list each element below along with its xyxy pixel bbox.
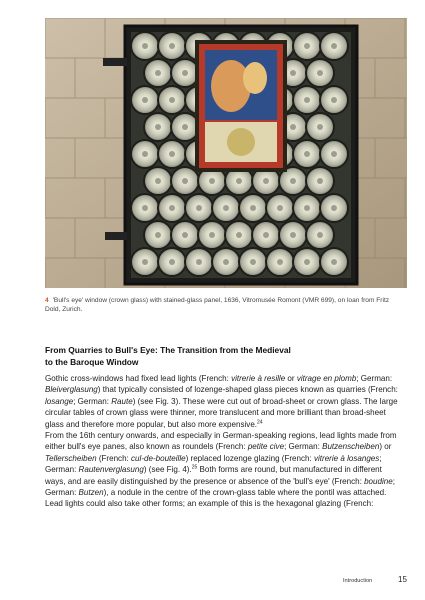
bulls-eye-nodule bbox=[236, 178, 242, 184]
bulls-eye-nodule bbox=[169, 43, 175, 49]
bulls-eye-nodule bbox=[290, 232, 296, 238]
bulls-eye-nodule bbox=[155, 178, 161, 184]
bulls-eye-nodule bbox=[304, 43, 310, 49]
bulls-eye-nodule bbox=[223, 205, 229, 211]
term: vitrage en plomb bbox=[296, 374, 357, 383]
text-run: ) or bbox=[379, 442, 392, 452]
term: losange bbox=[45, 396, 74, 406]
bulls-eye-nodule bbox=[223, 259, 229, 265]
text-run: ; German: bbox=[73, 396, 112, 406]
bulls-eye-nodule bbox=[236, 232, 242, 238]
bulls-eye-nodule bbox=[142, 43, 148, 49]
bulls-eye-nodule bbox=[317, 70, 323, 76]
text-run: From the 16th century onwards, and especially in German-speaking regions, lead lights made from either bull's eye panes, also known as roundels (French: bbox=[45, 431, 397, 452]
bulls-eye-nodule bbox=[142, 205, 148, 211]
bulls-eye-nodule bbox=[182, 178, 188, 184]
term: vitrerie à losanges bbox=[313, 453, 380, 463]
bulls-eye-nodule bbox=[250, 259, 256, 265]
bulls-eye-nodule bbox=[169, 259, 175, 265]
text-run: ; German: bbox=[45, 476, 395, 498]
bulls-eye-nodule bbox=[304, 259, 310, 265]
bulls-eye-nodule bbox=[331, 43, 337, 49]
term: Butzenscheiben bbox=[322, 442, 380, 452]
text-run: Both forms are round, but manufactured in different ways, and are easily distinguished by the presence or absence of the 'bull's eye' (French: bbox=[45, 465, 382, 486]
text-run: ) (see Fig. 4). bbox=[143, 465, 192, 475]
bulls-eye-nodule bbox=[169, 151, 175, 157]
running-head: Introduction bbox=[343, 578, 373, 584]
footnote-ref: 25 bbox=[191, 464, 198, 471]
figure-caption-text: 'Bull's eye' window (crown glass) with stained-glass panel, 1636, Vitromusée Romont (VMR 699), on loan from Fritz Dold, Zurich. bbox=[45, 297, 390, 313]
bulls-eye-nodule bbox=[169, 205, 175, 211]
bulls-eye-nodule bbox=[304, 205, 310, 211]
text-run: ; German: bbox=[284, 442, 323, 452]
bulls-eye-nodule bbox=[263, 178, 269, 184]
text-run: ; German: bbox=[356, 374, 393, 383]
bulls-eye-nodule bbox=[209, 232, 215, 238]
bulls-eye-nodule bbox=[317, 232, 323, 238]
bulls-eye-nodule bbox=[155, 124, 161, 130]
bulls-eye-nodule bbox=[263, 232, 269, 238]
bulls-eye-nodule bbox=[155, 70, 161, 76]
figure-number: 4 bbox=[45, 297, 49, 304]
bulls-eye-nodule bbox=[155, 232, 161, 238]
page-number: 15 bbox=[398, 575, 407, 584]
bulls-eye-nodule bbox=[182, 232, 188, 238]
bulls-eye-nodule bbox=[331, 205, 337, 211]
bulls-eye-nodule bbox=[331, 97, 337, 103]
footnote-ref: 24 bbox=[257, 418, 263, 425]
term: Bleiverglasung bbox=[45, 385, 98, 395]
term: Rautenverglasung bbox=[78, 465, 144, 475]
figure-photo bbox=[45, 18, 407, 288]
text-run: ) (see Fig. 3). These were cut out of broad-sheet or crown glass. The large circular tables of crown glass were thinner, more translucent and more brilliant than broad-sheet glass and therefore more popular, but also more expensive. bbox=[45, 396, 398, 429]
bulls-eye-nodule bbox=[290, 178, 296, 184]
paragraph-2 bbox=[45, 430, 400, 510]
bulls-eye-nodule bbox=[304, 97, 310, 103]
term: cul-de-bouteille bbox=[131, 453, 186, 463]
paragraph-1 bbox=[45, 373, 400, 430]
text-run: ) replaced lozenge glazing (French: bbox=[185, 453, 314, 463]
bulls-eye-nodule bbox=[250, 205, 256, 211]
section-heading-line-1: From Quarries to Bull's Eye: The Transition from the Medieval bbox=[45, 345, 291, 355]
bulls-eye-nodule bbox=[142, 259, 148, 265]
term: boudine bbox=[364, 476, 393, 486]
text-run: Gothic cross-windows had fixed lead lights (French: bbox=[45, 374, 232, 383]
bulls-eye-nodule bbox=[196, 259, 202, 265]
bulls-eye-nodule bbox=[317, 178, 323, 184]
body-text bbox=[45, 373, 400, 510]
term: Tellerscheiben bbox=[45, 453, 97, 463]
text-run: ) that typically consisted of lozenge-shaped glass pieces known as quarries (French: bbox=[97, 385, 398, 395]
bulls-eye-nodule bbox=[290, 124, 296, 130]
bulls-eye-nodule bbox=[142, 151, 148, 157]
bulls-eye-nodule bbox=[317, 124, 323, 130]
term: Raute bbox=[111, 396, 133, 406]
bulls-eye-nodule bbox=[290, 70, 296, 76]
bulls-eye-nodule bbox=[331, 259, 337, 265]
section-heading-line-2: to the Baroque Window bbox=[45, 356, 139, 367]
section-heading bbox=[45, 345, 385, 368]
term: vitrerie à resille bbox=[231, 374, 286, 383]
text-run: ; German: bbox=[45, 453, 382, 475]
bulls-eye-nodule bbox=[209, 178, 215, 184]
bulls-eye-nodule bbox=[277, 205, 283, 211]
bulls-eye-nodule bbox=[169, 97, 175, 103]
bulls-eye-window-image bbox=[45, 18, 407, 288]
bulls-eye-nodule bbox=[182, 70, 188, 76]
bulls-eye-nodule bbox=[196, 205, 202, 211]
text-run: or bbox=[285, 374, 297, 383]
text-run: ), a nodule in the centre of the crown-glass table where the pontil was attached. Lead lights could also take other forms; an example of this is the hexagonal glazing (French: bbox=[45, 488, 387, 509]
bulls-eye-nodule bbox=[182, 124, 188, 130]
text-run: (French: bbox=[96, 453, 132, 463]
bulls-eye-nodule bbox=[142, 97, 148, 103]
bulls-eye-nodule bbox=[277, 259, 283, 265]
bulls-eye-nodule bbox=[331, 151, 337, 157]
bulls-eye-nodule bbox=[304, 151, 310, 157]
term: Butzen bbox=[78, 488, 104, 498]
figure-caption bbox=[45, 296, 395, 314]
term: petite cive bbox=[247, 442, 285, 452]
